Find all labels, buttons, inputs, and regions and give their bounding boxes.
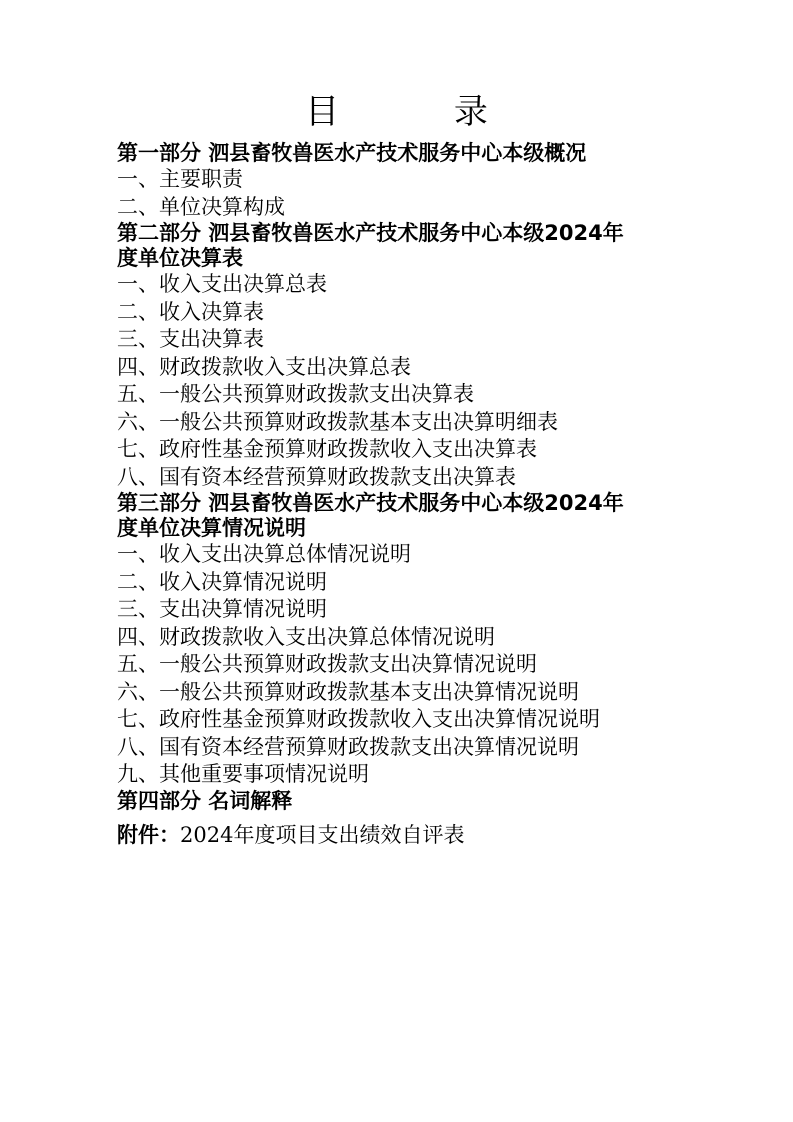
part-1-heading: 第一部分 泗县畜牧兽医水产技术服务中心本级概况 xyxy=(117,141,587,165)
toc-item: 五、一般公共预算财政拨款支出决算表 xyxy=(117,382,474,406)
toc-item: 四、财政拨款收入支出决算总表 xyxy=(117,354,411,379)
toc-item: 六、一般公共预算财政拨款基本支出决算情况说明 xyxy=(117,679,579,704)
toc-item: 七、政府性基金预算财政拨款收入支出决算情况说明 xyxy=(117,707,600,731)
toc-item: 七、政府性基金预算财政拨款收入支出决算表 xyxy=(117,437,537,461)
toc-item: 三、支出决算情况说明 xyxy=(117,597,327,621)
toc-item: 二、收入决算情况说明 xyxy=(117,569,327,594)
toc-item: 一、主要职责 xyxy=(117,167,243,191)
toc-item: 八、国有资本经营预算财政拨款支出决算情况说明 xyxy=(117,734,579,759)
toc-item: 二、收入决算表 xyxy=(117,299,264,324)
part-3-heading-line1: 第三部分 泗县畜牧兽医水产技术服务中心本级2024年 xyxy=(117,491,624,515)
part-4-heading: 第四部分 名词解释 xyxy=(117,788,293,813)
toc-item: 九、其他重要事项情况说明 xyxy=(117,762,369,786)
part-3-heading-line2: 度单位决算情况说明 xyxy=(117,516,306,540)
attachment-label: 附件： xyxy=(117,822,180,847)
toc-item: 一、收入支出决算总体情况说明 xyxy=(117,542,411,566)
toc-item: 二、单位决算构成 xyxy=(117,194,285,219)
attachment-line xyxy=(117,822,717,850)
toc-item: 一、收入支出决算总表 xyxy=(117,272,327,296)
attachment-text: 2024年度项目支出绩效自评表 xyxy=(180,822,465,847)
toc-item: 五、一般公共预算财政拨款支出决算情况说明 xyxy=(117,652,537,676)
toc-item: 四、财政拨款收入支出决算总体情况说明 xyxy=(117,624,495,649)
part-2-heading-line2: 度单位决算表 xyxy=(117,246,243,270)
toc-item: 三、支出决算表 xyxy=(117,327,264,351)
toc-item: 八、国有资本经营预算财政拨款支出决算表 xyxy=(117,464,516,489)
table-of-contents xyxy=(117,141,717,849)
toc-item: 六、一般公共预算财政拨款基本支出决算明细表 xyxy=(117,409,558,434)
page-title: 目 录 xyxy=(305,92,540,132)
part-2-heading-line1: 第二部分 泗县畜牧兽医水产技术服务中心本级2024年 xyxy=(117,221,624,245)
